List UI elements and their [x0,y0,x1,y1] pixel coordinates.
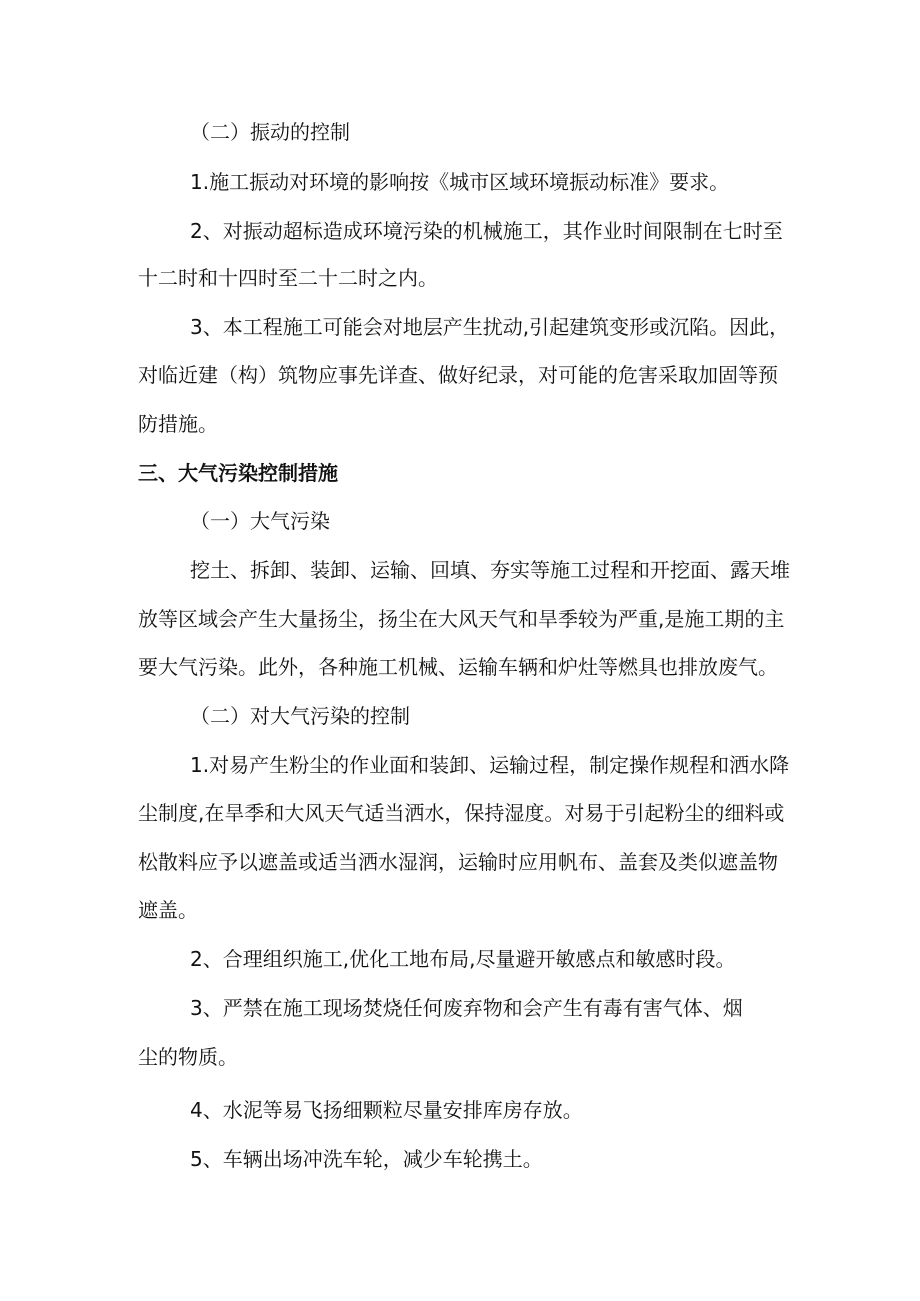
paragraph-line: 2、合理组织施工,优化工地布局,尽量避开敏感点和敏感时段。 [190,947,736,971]
paragraph-line: 1.施工振动对环境的影响按《城市区域环境振动标准》要求。 [190,170,730,194]
subheading-air-pollution: （一）大气污染 [190,509,330,533]
paragraph-line: 放等区域会产生大量扬尘，扬尘在大风天气和旱季较为严重,是施工期的主 [138,607,785,631]
paragraph-line: 挖土、拆卸、装卸、运输、回填、夯实等施工过程和开挖面、露天堆 [190,558,790,582]
section-heading-air-pollution: 三、大气污染控制措施 [138,461,338,485]
paragraph-line: 十二时和十四时至二十二时之内。 [138,266,438,290]
paragraph-line: 尘的物质。 [138,1045,238,1069]
paragraph-line: 要大气污染。此外，各种施工机械、运输车辆和炉灶等燃具也排放废气。 [138,655,778,679]
paragraph-line: 3、严禁在施工现场焚烧任何废弃物和会产生有毒有害气体、烟 [190,996,743,1020]
paragraph-line: 5、车辆出场冲洗车轮，减少车轮携土。 [190,1147,543,1171]
paragraph-line: 3、本工程施工可能会对地层产生扰动,引起建筑变形或沉陷。因此， [190,315,790,339]
paragraph-line: 2、对振动超标造成环境污染的机械施工，其作业时间限制在七时至 [190,219,783,243]
paragraph-line: 4、水泥等易飞扬细颗粒尽量安排库房存放。 [190,1098,583,1122]
paragraph-line: 1.对易产生粉尘的作业面和装卸、运输过程，制定操作规程和洒水降 [190,753,790,777]
paragraph-line: 尘制度,在旱季和大风天气适当洒水，保持湿度。对易于引起粉尘的细料或 [138,801,785,825]
paragraph-line: 防措施。 [138,412,218,436]
paragraph-line: 松散料应予以遮盖或适当洒水湿润，运输时应用帆布、盖套及类似遮盖物 [138,850,778,874]
subheading-vibration-control: （二）振动的控制 [190,120,350,144]
subheading-air-pollution-control: （二）对大气污染的控制 [190,704,410,728]
paragraph-line: 对临近建（构）筑物应事先详查、做好纪录，对可能的危害采取加固等预 [138,363,778,387]
paragraph-line: 遮盖。 [138,898,198,922]
